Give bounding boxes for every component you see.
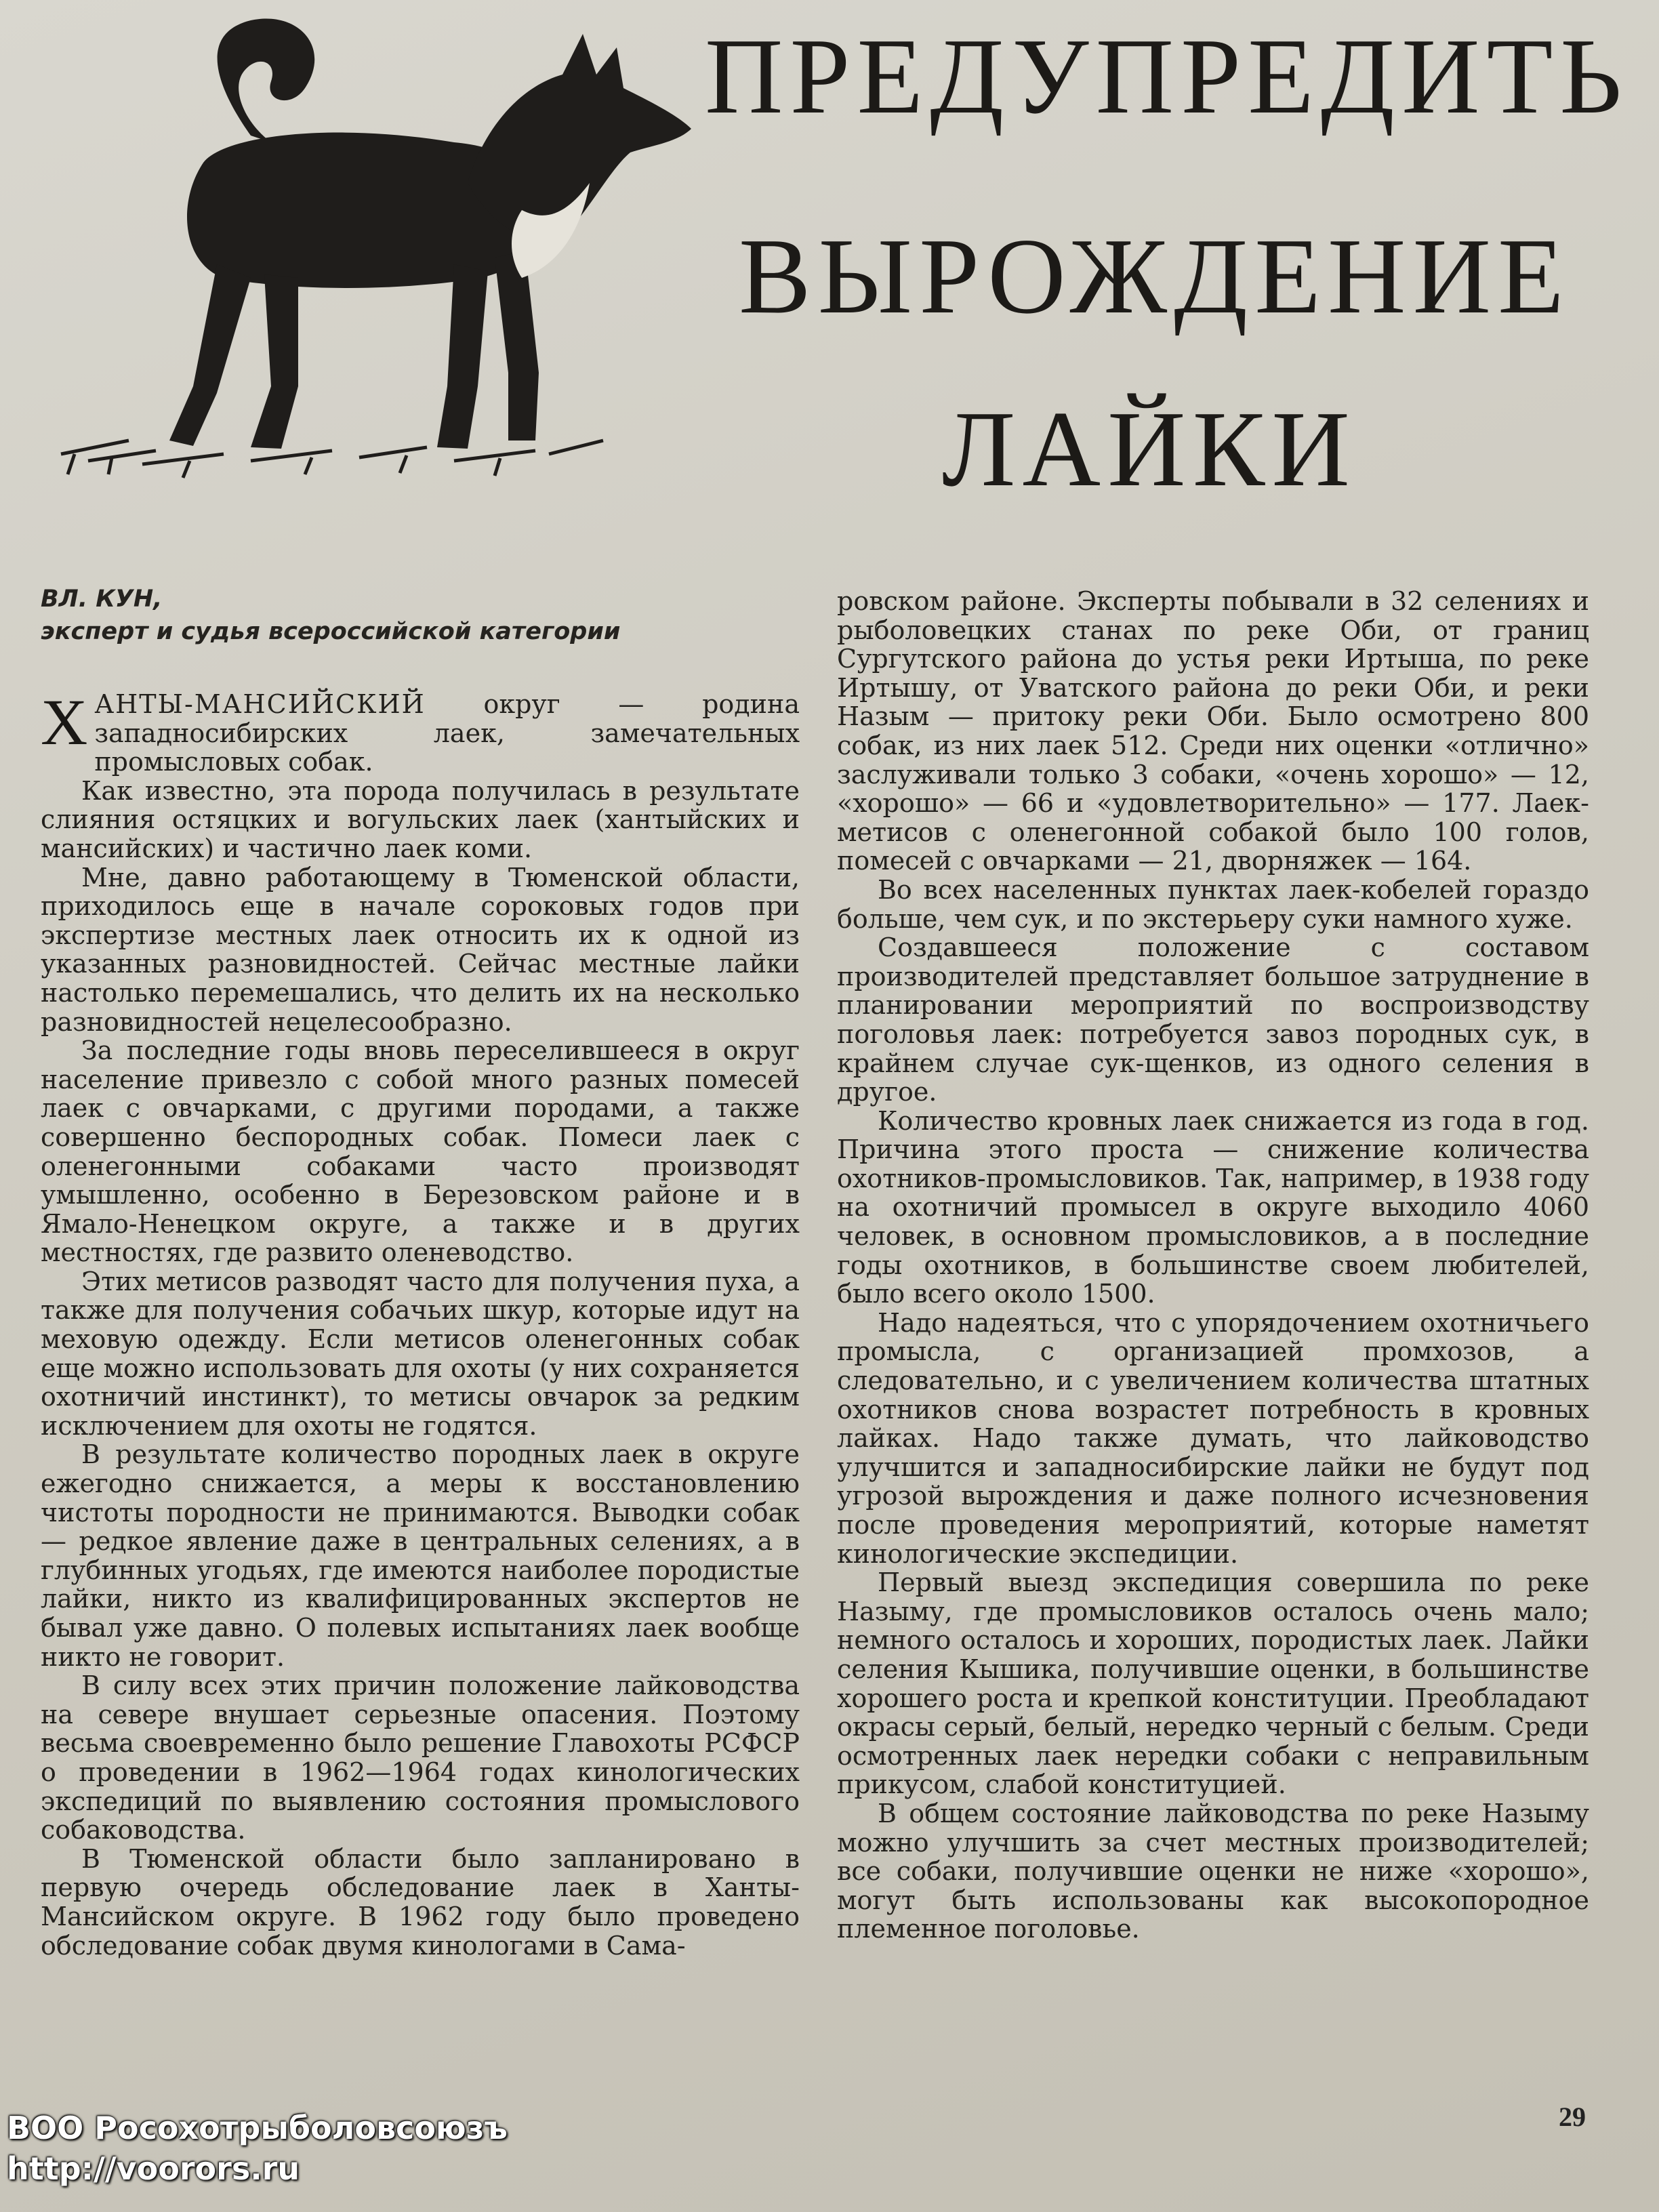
- article-column-right: [837, 587, 1589, 1944]
- lead-word: АНТЫ-МАНСИЙСКИЙ: [94, 689, 426, 719]
- page-number: 29: [1559, 2102, 1586, 2132]
- article-paragraph: Этих метисов разводят часто для получения пуха, а также для получения собачьих шкур, которые идут на меховую одежду. Если метисов оленегонных собак еще можно использовать для охоты (у них сохраняется охотничий инстинкт), то метисы овчарок за редким исключением для охоты не годятся.: [41, 1266, 800, 1441]
- laika-dog-illustration: [47, 7, 698, 508]
- title-line-1: ПРЕДУПРЕДИТЬ: [705, 16, 1629, 136]
- article-paragraph: Первый выезд экспедиция совершила по реке Назыму, где промысловиков осталось очень мало; немного осталось и хороших, породистых лаек. Лайки селения Кышика, получившие оценки, в большинстве хорошего роста и крепкой конституции. Преобладают окрасы серый, белый, нередко черный с белым. Среди осмотренных лаек нередки собаки с неправильным прикусом, слабой конституцией.: [837, 1568, 1589, 1800]
- lead-rest: округ — родина западносибирских лаек, замечательных промысловых собак.: [94, 689, 800, 777]
- article-paragraph: ровском районе. Эксперты побывали в 32 селениях и рыболовецких станах по реке Оби, от границ Сургутского района до устья реки Иртыша, по реке Иртышу, от Уватского района до реки Оби, и реки Назым — притоку реки Оби. Было осмотрено 800 собак, из них лаек 512. Среди них оценки «отлично» заслуживали только 3 собаки, «очень хорошо» — 12, «хорошо» — 66 и «удовлетворительно» — 177. Лаек-метисов с оленегонной собакой было 100 голов, помесей с овчарками — 21, дворняжек — 164.: [837, 586, 1589, 876]
- watermark-org: ВОО Росохотрыболовсоюзъ: [7, 2110, 508, 2146]
- article-paragraph: Создавшееся положение с составом производителей представляет большое затруднение в планировании мероприятий по воспроизводству поголовья лаек: потребуется завоз породных сук, в крайнем случае сук-щенков, из одного селения в другое.: [837, 933, 1589, 1107]
- article-paragraph: Надо надеяться, что с упорядочением охотничьего промысла, с организацией промхозов, а следовательно, и с увеличением количества штатных охотников снова возрастет потребность в кровных лайках. Надо также думать, что лайководство улучшится и западносибирские лайки не будут под угрозой вырождения и даже полного исчезновения после проведения мероприятий, которые наметят кинологические экспедиции.: [837, 1307, 1589, 1569]
- article-paragraph: В Тюменской области было запланировано в первую очередь обследование лаек в Ханты-Мансийском округе. В 1962 году было проведено обследование собак двумя кинологами в Сама-: [41, 1843, 800, 1961]
- watermark-url: http://voorors.ru: [7, 2150, 300, 2187]
- byline: [41, 583, 620, 648]
- article-paragraph: Количество кровных лаек снижается из года в год. Причина этого проста — снижение количества охотников-промысловиков. Так, например, в 1938 году на охотничий промысел в округе выходило 4060 человек, в основном промысловиков, а в последние годы охотников, в большинстве своем любителей, было всего около 1500.: [837, 1105, 1589, 1309]
- article-paragraph: Мне, давно работающему в Тюменской области, приходилось еще в начале сороковых годов при экспертизе местных лаек относить их к одной из указанных разновидностей. Сейчас местные лайки настолько перемешались, что делить их на несколько разновидностей нецелесообразно.: [41, 862, 800, 1037]
- author-name: ВЛ. КУН,: [41, 586, 163, 613]
- article-paragraph: [41, 686, 800, 777]
- article-paragraph: В силу всех этих причин положение лайководства на севере внушает серьезные опасения. Поэтому весьма своевременно было решение Главохоты РСФСР о проведении в 1962—1964 годах кинологических экспедиций по выявлению состояния промыслового собаководства.: [41, 1671, 800, 1845]
- title-line-2: ВЫРОЖДЕНИЕ: [739, 216, 1571, 336]
- drop-cap: Х: [41, 686, 88, 758]
- article-paragraph: За последние годы вновь переселившееся в округ население привезло с собой много разных помесей лаек с овчарками, с другими породами, а также совершенно беспородных собак. Помеси лаек с оленегонными собаками часто производят умышленно, особенно в Березовском районе и в Ямало-Ненецком округе, а также и в других местностях, где развито оленеводство.: [41, 1036, 800, 1268]
- article-paragraph: В результате количество породных лаек в округе ежегодно снижается, а меры к восстановлению чистоты породности не принимаются. Выводки собак — редкое явление даже в центральных селениях, а в глубинных угодьях, где имеются наиболее породистые лайки, никто из квалифицированных экспертов не бывал уже давно. О полевых испытаниях лаек вообще никто не говорит.: [41, 1439, 800, 1672]
- site-watermark: [7, 2108, 508, 2189]
- article-column-left: [41, 686, 800, 1961]
- article-paragraph: Во всех населенных пунктах лаек-кобелей гораздо больше, чем сук, и по экстерьеру суки намного хуже.: [837, 874, 1589, 934]
- author-role: эксперт и судья всероссийской категории: [41, 618, 621, 645]
- article-paragraph: Как известно, эта порода получилась в результате слияния остяцких и вогульских лаек (хантыйских и мансийских) и частично лаек коми.: [41, 775, 800, 863]
- title-line-3: ЛАЙКИ: [942, 388, 1357, 509]
- article-paragraph: В общем состояние лайководства по реке Назыму можно улучшить за счет местных производителей; все собаки, получившие оценки не ниже «хорошо», могут быть использованы как высокопородное племенное поголовье.: [837, 1798, 1589, 1944]
